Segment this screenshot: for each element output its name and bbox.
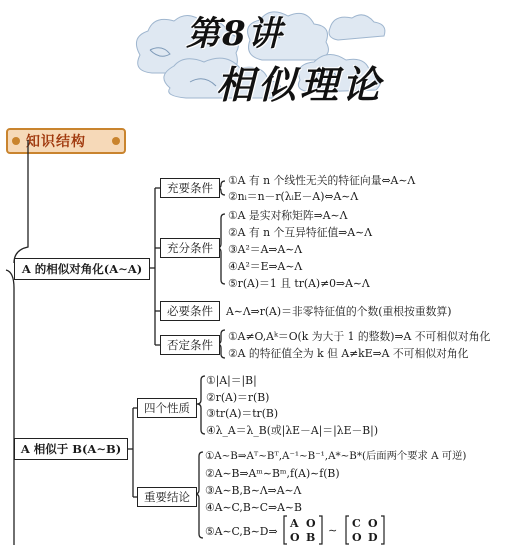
matrix-entry: B (306, 531, 316, 544)
condition-item: ①A 是实对称矩阵⇒A∼Λ (228, 209, 348, 222)
condition-item: ⑤r(A)＝1 且 tr(A)≠0⇒A∼Λ (228, 277, 370, 290)
condition-item: ②nᵢ＝n－r(λᵢE－A)⇔A∼Λ (228, 190, 359, 203)
condition-item: ④A²＝E⇒A∼Λ (228, 260, 303, 273)
lecture-number: 第8讲 (186, 14, 284, 54)
matrix-entry: C (352, 517, 361, 530)
node-sufficient-necessary: 充要条件 (160, 178, 220, 198)
node-four-properties: 四个性质 (137, 398, 197, 418)
conclusion-item: ③A∼B,B∼Λ⇒A∼Λ (205, 484, 302, 497)
condition-item: ③A²＝A⇒A∼Λ (228, 243, 303, 256)
conclusion-item: ②A∼B⇒Aᵐ∼Bᵐ,f(A)∼f(B) (205, 467, 340, 480)
condition-item: A∼Λ⇒r(A)＝非零特征值的个数(重根按重数算) (226, 305, 452, 318)
property-item: ②r(A)＝r(B) (206, 391, 270, 404)
matrix-entry: O (368, 517, 378, 530)
node-similar-diagonalization: A 的相似对角化(A∼A) (14, 258, 150, 280)
conclusion-item: ④A∼C,B∼C⇒A∼B (205, 501, 302, 514)
node-negation: 否定条件 (160, 335, 220, 355)
section-label-text: 知识结构 (26, 134, 86, 150)
conclusion-item: ⑤A∼C,B∼D⇒ (205, 525, 278, 538)
matrix-entry: A (290, 517, 299, 530)
property-item: ③tr(A)＝tr(B) (206, 407, 279, 420)
node-necessary: 必要条件 (160, 301, 220, 321)
condition-item: ②A 的特征值全为 k 但 A≠kE⇒A 不可相似对角化 (228, 347, 469, 360)
similar-symbol: ∼ (328, 524, 338, 537)
condition-item: ②A 有 n 个互异特征值⇒A∼Λ (228, 226, 372, 239)
matrix-entry: O (306, 517, 316, 530)
matrix-entry: O (352, 531, 362, 544)
matrix-entry: D (368, 531, 378, 544)
condition-item: ①A 有 n 个线性无关的特征向量⇔A∼Λ (228, 174, 416, 187)
condition-item: ①A≠O,Aᵏ＝O(k 为大于 1 的整数)⇒A 不可相似对角化 (228, 330, 491, 343)
node-similar-to: A 相似于 B(A∼B) (14, 438, 128, 460)
matrix-entry: O (290, 531, 300, 544)
conclusion-item: ①A∼B⇒Aᵀ∼Bᵀ,A⁻¹∼B⁻¹,A*∼B*(后面两个要求 A 可逆) (205, 450, 467, 462)
lecture-title: 相似理论 (216, 62, 385, 107)
property-item: ①|A|＝|B| (206, 374, 257, 387)
property-item: ④λ_A＝λ_B(或|λE－A|＝|λE－B|) (206, 424, 379, 437)
node-important-conclusions: 重要结论 (137, 487, 197, 507)
node-sufficient: 充分条件 (160, 238, 220, 258)
block-matrix-expression (282, 514, 402, 546)
